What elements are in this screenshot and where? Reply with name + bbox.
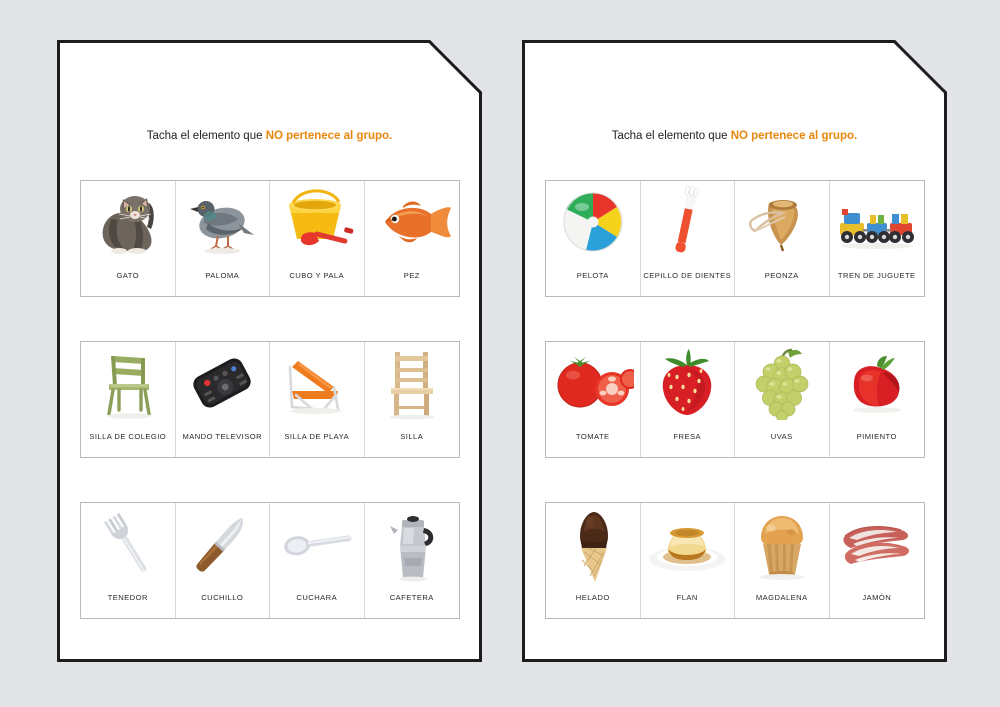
item-label: HELADO	[575, 593, 610, 602]
worksheet-item[interactable]	[176, 181, 271, 296]
worksheet-page-right	[522, 40, 947, 662]
item-label: CUCHARA	[296, 593, 338, 602]
worksheet-item[interactable]	[641, 503, 736, 618]
item-label: MANDO TELEVISOR	[182, 432, 263, 441]
page-instruction	[525, 130, 944, 142]
school-chair-photo	[81, 342, 175, 424]
item-label: FLAN	[676, 593, 698, 602]
cat-photo	[81, 181, 175, 263]
item-label: TREN DE JUGUETE	[837, 271, 916, 280]
toothbrush-photo	[641, 181, 735, 263]
page-fold-corner-icon	[430, 40, 482, 92]
ice-cream-cone-photo	[546, 503, 640, 585]
item-label: TOMATE	[575, 432, 610, 441]
flan-photo	[641, 503, 735, 585]
worksheet-page-left	[57, 40, 482, 662]
worksheet-item[interactable]	[735, 181, 830, 296]
item-label: SILLA DE COLEGIO	[89, 432, 167, 441]
item-group	[80, 502, 460, 619]
item-label: CUCHILLO	[201, 593, 244, 602]
worksheet-item[interactable]	[641, 181, 736, 296]
worksheet-item[interactable]	[641, 342, 736, 457]
strawberry-photo	[641, 342, 735, 424]
worksheet-item[interactable]	[270, 181, 365, 296]
worksheet-item[interactable]	[365, 181, 460, 296]
item-group	[545, 341, 925, 458]
worksheet-item[interactable]	[270, 503, 365, 618]
tv-remote-photo	[176, 342, 270, 424]
item-label: UVAS	[770, 432, 793, 441]
worksheet-item[interactable]	[546, 342, 641, 457]
knife-photo	[176, 503, 270, 585]
page-instruction	[60, 130, 479, 142]
worksheet-item[interactable]	[735, 342, 830, 457]
item-label: PELOTA	[576, 271, 609, 280]
pigeon-photo	[176, 181, 270, 263]
item-label: SILLA	[400, 432, 424, 441]
item-label: CEPILLO DE DIENTES	[643, 271, 732, 280]
worksheet-item[interactable]	[830, 181, 925, 296]
item-label: SILLA DE PLAYA	[284, 432, 350, 441]
item-label: GATO	[116, 271, 140, 280]
item-group	[545, 502, 925, 619]
worksheet-item[interactable]	[81, 181, 176, 296]
worksheet-item[interactable]	[176, 503, 271, 618]
worksheet-item[interactable]	[830, 342, 925, 457]
item-label: CAFETERA	[389, 593, 434, 602]
worksheet-item[interactable]	[830, 503, 925, 618]
item-label: FRESA	[673, 432, 702, 441]
beach-chair-photo	[270, 342, 364, 424]
wooden-chair-photo	[365, 342, 460, 424]
instruction-prefix: Tacha el elemento que	[611, 130, 731, 142]
worksheet-item[interactable]	[270, 342, 365, 457]
item-group	[80, 180, 460, 297]
fork-photo	[81, 503, 175, 585]
spoon-photo	[270, 503, 364, 585]
moka-pot-photo	[365, 503, 460, 585]
worksheet-item[interactable]	[365, 503, 460, 618]
item-label: PALOMA	[205, 271, 240, 280]
worksheet-item[interactable]	[735, 503, 830, 618]
bucket-and-spade-photo	[270, 181, 364, 263]
spinning-top-photo	[735, 181, 829, 263]
item-label: MAGDALENA	[755, 593, 808, 602]
item-group	[80, 341, 460, 458]
worksheet-item[interactable]	[176, 342, 271, 457]
grapes-photo	[735, 342, 829, 424]
toy-train-photo	[830, 181, 925, 263]
worksheet-item[interactable]	[546, 503, 641, 618]
tomato-photo	[546, 342, 640, 424]
instruction-prefix: Tacha el elemento que	[146, 130, 266, 142]
instruction-highlight: NO pertenece al grupo.	[730, 130, 858, 142]
item-label: TENEDOR	[107, 593, 148, 602]
goldfish-photo	[365, 181, 460, 263]
worksheet-item[interactable]	[546, 181, 641, 296]
worksheet-item[interactable]	[365, 342, 460, 457]
item-group	[545, 180, 925, 297]
item-label: PEONZA	[764, 271, 799, 280]
beach-ball-photo	[546, 181, 640, 263]
worksheet-item[interactable]	[81, 342, 176, 457]
page-fold-corner-icon	[895, 40, 947, 92]
red-pepper-photo	[830, 342, 925, 424]
ham-slices-photo	[830, 503, 925, 585]
item-label: PIMIENTO	[856, 432, 897, 441]
muffin-photo	[735, 503, 829, 585]
item-label: CUBO Y PALA	[289, 271, 345, 280]
worksheet-item[interactable]	[81, 503, 176, 618]
item-label: JAMÓN	[862, 593, 892, 602]
item-label: PEZ	[403, 271, 420, 280]
instruction-highlight: NO pertenece al grupo.	[265, 130, 393, 142]
